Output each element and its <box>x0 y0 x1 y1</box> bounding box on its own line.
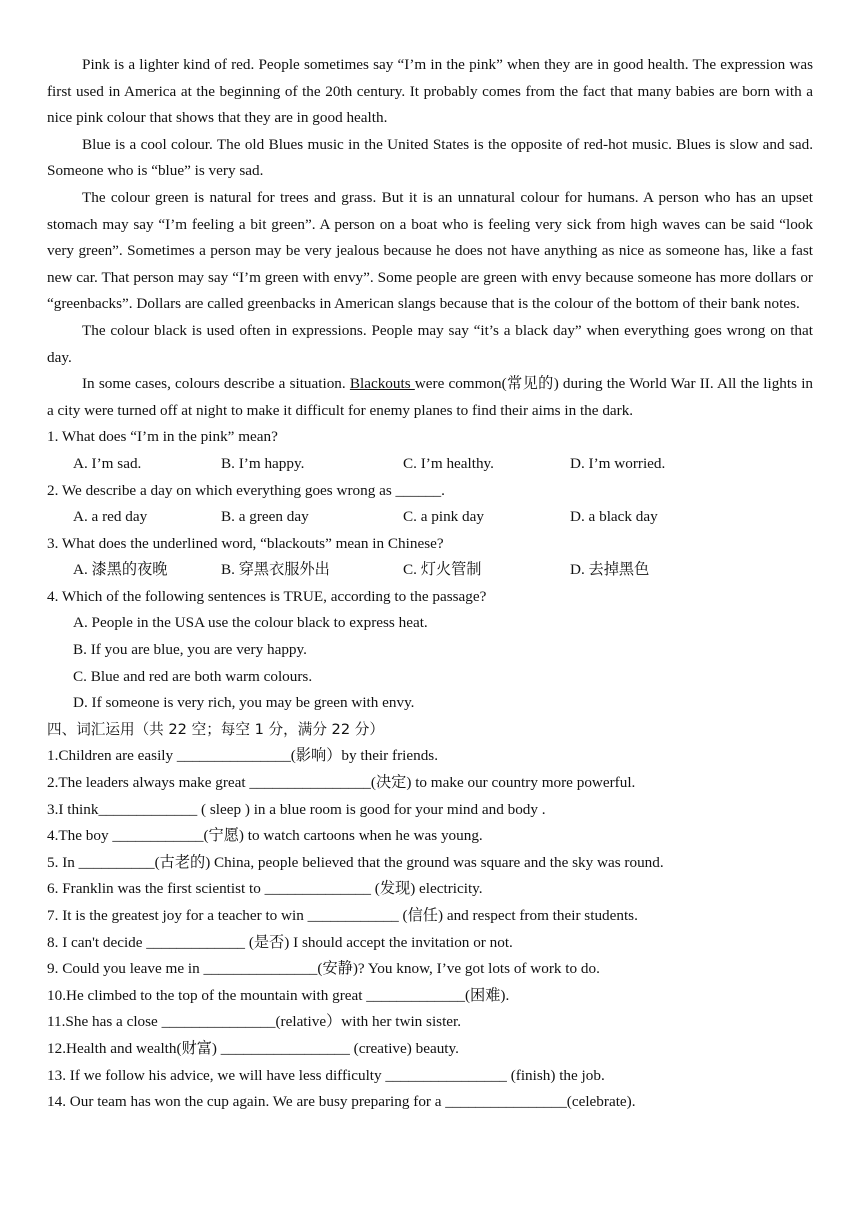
reading-passage <box>47 52 813 424</box>
question-1 <box>47 424 813 477</box>
option-c: C. I’m healthy. <box>403 454 494 472</box>
option-a: A. I’m sad. <box>73 454 142 472</box>
paragraph-5-lead: In some cases, colours describe a situation. <box>82 375 350 393</box>
passage-paragraph-2: Blue is a cool colour. The old Blues music in the United States is the opposite of red-hot music. Blues is slow and sad. Someone who is “blue” is very sad. <box>47 135 813 180</box>
question-stem: 3. What does the underlined word, “blackouts” mean in Chinese? <box>47 534 444 552</box>
vocab-item-5: 5. In __________(古老的) China, people believed that the ground was square and the sky was round. <box>47 853 664 871</box>
paragraph-5-rest: were common(常见的) during the World War II. All the lights in a city were turned off at night to make it difficult for enemy planes to find their aims in the dark. <box>47 375 814 419</box>
vocab-item-8: 8. I can't decide _____________ (是否) I should accept the invitation or not. <box>47 933 513 951</box>
options-row <box>47 451 813 478</box>
question-4 <box>47 584 813 717</box>
vocab-item-10: 10.He climbed to the top of the mountain with great _____________(困难). <box>47 986 510 1004</box>
vocabulary-section <box>47 717 813 1116</box>
option-d: D. If someone is very rich, you may be green with envy. <box>73 694 415 712</box>
passage-paragraph-1: Pink is a lighter kind of red. People sometimes say “I’m in the pink” when they are in good health. The expression was first used in America at the beginning of the 20th century. It probably comes from the fact that many babies are born with a nice pink colour that shows that they are in good health. <box>47 56 813 127</box>
option-d: D. 去掉黑色 <box>570 561 650 579</box>
option-c: C. 灯火管制 <box>403 561 482 579</box>
passage-paragraph-3: The colour green is natural for trees and grass. But it is an unnatural colour for humans. A person who has an upset stomach may say “I’m feeling a bit green”. A person on a boat who is feeling very sick from high waves can be said “look very green”. Sometimes a person may be very jealous because he does not have anything as nice as someone has, like a fast new car. That person may say “I’m green with envy”. Some people are green with envy because someone has more dollars or “greenbacks”. Dollars are called greenbacks in American slangs because that is the colour of the bottom of their bank notes. <box>47 188 813 313</box>
option-c: C. a pink day <box>403 508 484 526</box>
option-b: B. 穿黑衣服外出 <box>221 561 330 579</box>
vocab-item-9: 9. Could you leave me in _______________(安静)? You know, I’ve got lots of work to do. <box>47 960 600 978</box>
option-b: B. a green day <box>221 508 309 526</box>
vocab-item-2: 2.The leaders always make great ________________(决定) to make our country more powerful. <box>47 774 636 792</box>
question-stem: 2. We describe a day on which everything goes wrong as ______. <box>47 481 445 499</box>
vocab-item-11: 11.She has a close _______________(relative）with her twin sister. <box>47 1013 462 1031</box>
options-row <box>47 557 813 584</box>
page-content <box>47 52 813 1116</box>
vocab-item-1: 1.Children are easily _______________(影响）by their friends. <box>47 747 439 765</box>
question-stem: 4. Which of the following sentences is TRUE, according to the passage? <box>47 587 487 605</box>
passage-paragraph-5 <box>47 371 813 424</box>
option-a: A. People in the USA use the colour black to express heat. <box>73 614 428 632</box>
passage-paragraph-4: The colour black is used often in expressions. People may say “it’s a black day” when everything goes wrong on that day. <box>47 321 813 366</box>
vocab-item-14: 14. Our team has won the cup again. We are busy preparing for a ________________(celebrate). <box>47 1093 636 1111</box>
option-d: D. I’m worried. <box>570 454 666 472</box>
option-d: D. a black day <box>570 508 658 526</box>
question-stem: 1. What does “I’m in the pink” mean? <box>47 428 278 446</box>
option-b: B. I’m happy. <box>221 454 305 472</box>
option-c: C. Blue and red are both warm colours. <box>73 667 313 685</box>
question-3 <box>47 531 813 584</box>
vocab-item-7: 7. It is the greatest joy for a teacher to win ____________ (信任) and respect from their students. <box>47 907 638 924</box>
vocab-item-3: 3.I think_____________ ( sleep ) in a blue room is good for your mind and body . <box>47 800 546 818</box>
options-row <box>47 504 813 531</box>
option-b: B. If you are blue, you are very happy. <box>73 641 307 659</box>
option-a: A. 漆黑的夜晚 <box>73 561 168 579</box>
option-a: A. a red day <box>73 508 148 526</box>
section-heading: 四、词汇运用（共 22 空；每空 1 分，满分 22 分） <box>47 720 384 738</box>
question-2 <box>47 478 813 531</box>
vocab-item-4: 4.The boy ____________(宁愿) to watch cartoons when he was young. <box>47 827 483 845</box>
vocab-item-12: 12.Health and wealth(财富) _________________ (creative) beauty. <box>47 1039 459 1057</box>
vocab-item-6: 6. Franklin was the first scientist to ______________ (发现) electricity. <box>47 880 483 898</box>
vocab-item-13: 13. If we follow his advice, we will have less difficulty ________________ (finish) the job. <box>47 1066 605 1084</box>
underlined-word-blackouts: Blackouts <box>349 375 415 393</box>
